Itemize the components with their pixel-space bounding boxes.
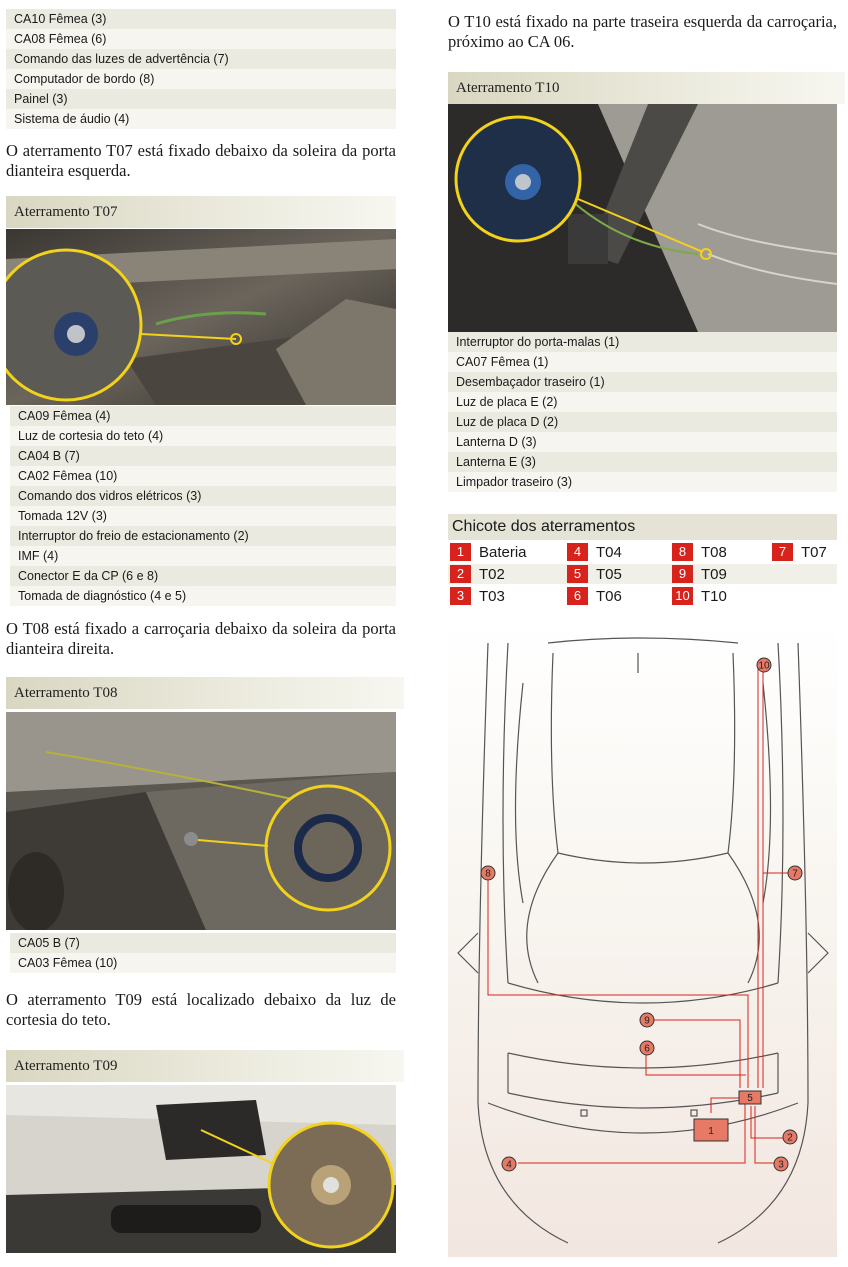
car-outline-diagram	[448, 623, 837, 1257]
legend-label: T07	[801, 543, 827, 561]
ground-list-t07	[10, 406, 396, 606]
legend-number: 4	[567, 543, 588, 561]
legend-number: 9	[672, 565, 693, 583]
list-item: CA02 Fêmea (10)	[10, 466, 396, 486]
photo-t08	[6, 712, 396, 930]
legend-label: T08	[701, 543, 727, 561]
legend-item	[567, 565, 622, 583]
photo-t10-image	[448, 104, 837, 332]
svg-text:5: 5	[747, 1093, 753, 1104]
ground-marker-1-battery	[694, 1119, 728, 1141]
ground-marker-8	[481, 866, 495, 880]
ground-list-t10	[448, 332, 837, 492]
legend-item	[672, 543, 727, 561]
svg-text:1: 1	[708, 1126, 714, 1137]
legend-number: 5	[567, 565, 588, 583]
legend-item	[672, 587, 727, 605]
car-body-outline	[458, 638, 828, 1243]
legend-item	[450, 587, 505, 605]
legend-label: T03	[479, 587, 505, 605]
legend-row	[448, 542, 837, 562]
list-item: Painel (3)	[6, 89, 396, 109]
legend-number: 10	[672, 587, 693, 605]
legend-number: 2	[450, 565, 471, 583]
list-item: Interruptor do porta-malas (1)	[448, 332, 837, 352]
legend-number: 7	[772, 543, 793, 561]
svg-text:3: 3	[778, 1159, 784, 1171]
list-item: CA05 B (7)	[10, 933, 396, 953]
list-item: Comando dos vidros elétricos (3)	[10, 486, 396, 506]
legend	[448, 514, 837, 606]
list-item: Tomada 12V (3)	[10, 506, 396, 526]
legend-label: T09	[701, 565, 727, 583]
photo-t07	[6, 229, 396, 405]
paragraph-t09: O aterramento T09 está localizado debaixo da luz de cortesia do teto.	[6, 990, 396, 1029]
legend-label: T02	[479, 565, 505, 583]
list-item: Desembaçador traseiro (1)	[448, 372, 837, 392]
list-item: CA07 Fêmea (1)	[448, 352, 837, 372]
list-item: Limpador traseiro (3)	[448, 472, 837, 492]
list-item: Sistema de áudio (4)	[6, 109, 396, 129]
photo-t09	[6, 1085, 396, 1253]
legend-item	[450, 543, 527, 561]
list-item: Conector E da CP (6 e 8)	[10, 566, 396, 586]
legend-title: Chicote dos aterramentos	[448, 514, 837, 540]
legend-item	[450, 565, 505, 583]
list-item: Interruptor do freio de estacionamento (2)	[10, 526, 396, 546]
list-item: Luz de placa D (2)	[448, 412, 837, 432]
svg-text:10: 10	[758, 660, 770, 672]
legend-label: T04	[596, 543, 622, 561]
legend-item	[567, 543, 622, 561]
wiring-diagram	[448, 623, 837, 1257]
list-item: CA09 Fêmea (4)	[10, 406, 396, 426]
paragraph-t07: O aterramento T07 está fixado debaixo da soleira da porta dianteira esquerda.	[6, 141, 396, 180]
ground-marker-4	[502, 1157, 516, 1171]
photo-t08-image	[6, 712, 396, 930]
ground-marker-2	[783, 1130, 797, 1144]
legend-label: Bateria	[479, 543, 527, 561]
svg-text:7: 7	[792, 868, 798, 880]
ground-marker-9	[640, 1013, 654, 1027]
list-item: CA04 B (7)	[10, 446, 396, 466]
caption-t08: Aterramento T08	[6, 677, 404, 709]
ground-marker-7	[788, 866, 802, 880]
photo-t07-image	[6, 229, 396, 405]
ground-list-top	[6, 9, 396, 129]
legend-item	[772, 543, 827, 561]
list-item: IMF (4)	[10, 546, 396, 566]
legend-row	[448, 586, 837, 606]
photo-t09-image	[6, 1085, 396, 1253]
ground-wires	[488, 665, 794, 1163]
list-item: Comando das luzes de advertência (7)	[6, 49, 396, 69]
ground-marker-6	[640, 1041, 654, 1055]
caption-t09: Aterramento T09	[6, 1050, 404, 1082]
legend-label: T05	[596, 565, 622, 583]
ground-marker-10	[757, 658, 771, 672]
photo-t10	[448, 104, 837, 332]
legend-item	[567, 587, 622, 605]
ground-marker-5	[739, 1091, 761, 1104]
caption-t10: Aterramento T10	[448, 72, 845, 104]
legend-row	[448, 564, 837, 584]
legend-number: 8	[672, 543, 693, 561]
list-item: Lanterna E (3)	[448, 452, 837, 472]
list-item: CA03 Fêmea (10)	[10, 953, 396, 973]
svg-text:9: 9	[644, 1015, 650, 1027]
svg-text:2: 2	[787, 1132, 793, 1144]
legend-item	[672, 565, 727, 583]
legend-number: 6	[567, 587, 588, 605]
list-item: Lanterna D (3)	[448, 432, 837, 452]
list-item: CA10 Fêmea (3)	[6, 9, 396, 29]
list-item: Tomada de diagnóstico (4 e 5)	[10, 586, 396, 606]
ground-marker-3	[774, 1157, 788, 1171]
legend-number: 3	[450, 587, 471, 605]
svg-text:6: 6	[644, 1043, 650, 1055]
caption-t07: Aterramento T07	[6, 196, 396, 228]
paragraph-t10: O T10 está fixado na parte traseira esquerda da carroçaria, próximo ao CA 06.	[448, 12, 837, 51]
legend-number: 1	[450, 543, 471, 561]
list-item: Luz de cortesia do teto (4)	[10, 426, 396, 446]
legend-label: T10	[701, 587, 727, 605]
ground-list-t08	[10, 933, 396, 973]
legend-label: T06	[596, 587, 622, 605]
list-item: CA08 Fêmea (6)	[6, 29, 396, 49]
svg-text:4: 4	[506, 1159, 512, 1171]
svg-text:8: 8	[485, 868, 491, 880]
paragraph-t08: O T08 está fixado a carroçaria debaixo da soleira da porta dianteira direita.	[6, 619, 396, 658]
list-item: Computador de bordo (8)	[6, 69, 396, 89]
list-item: Luz de placa E (2)	[448, 392, 837, 412]
